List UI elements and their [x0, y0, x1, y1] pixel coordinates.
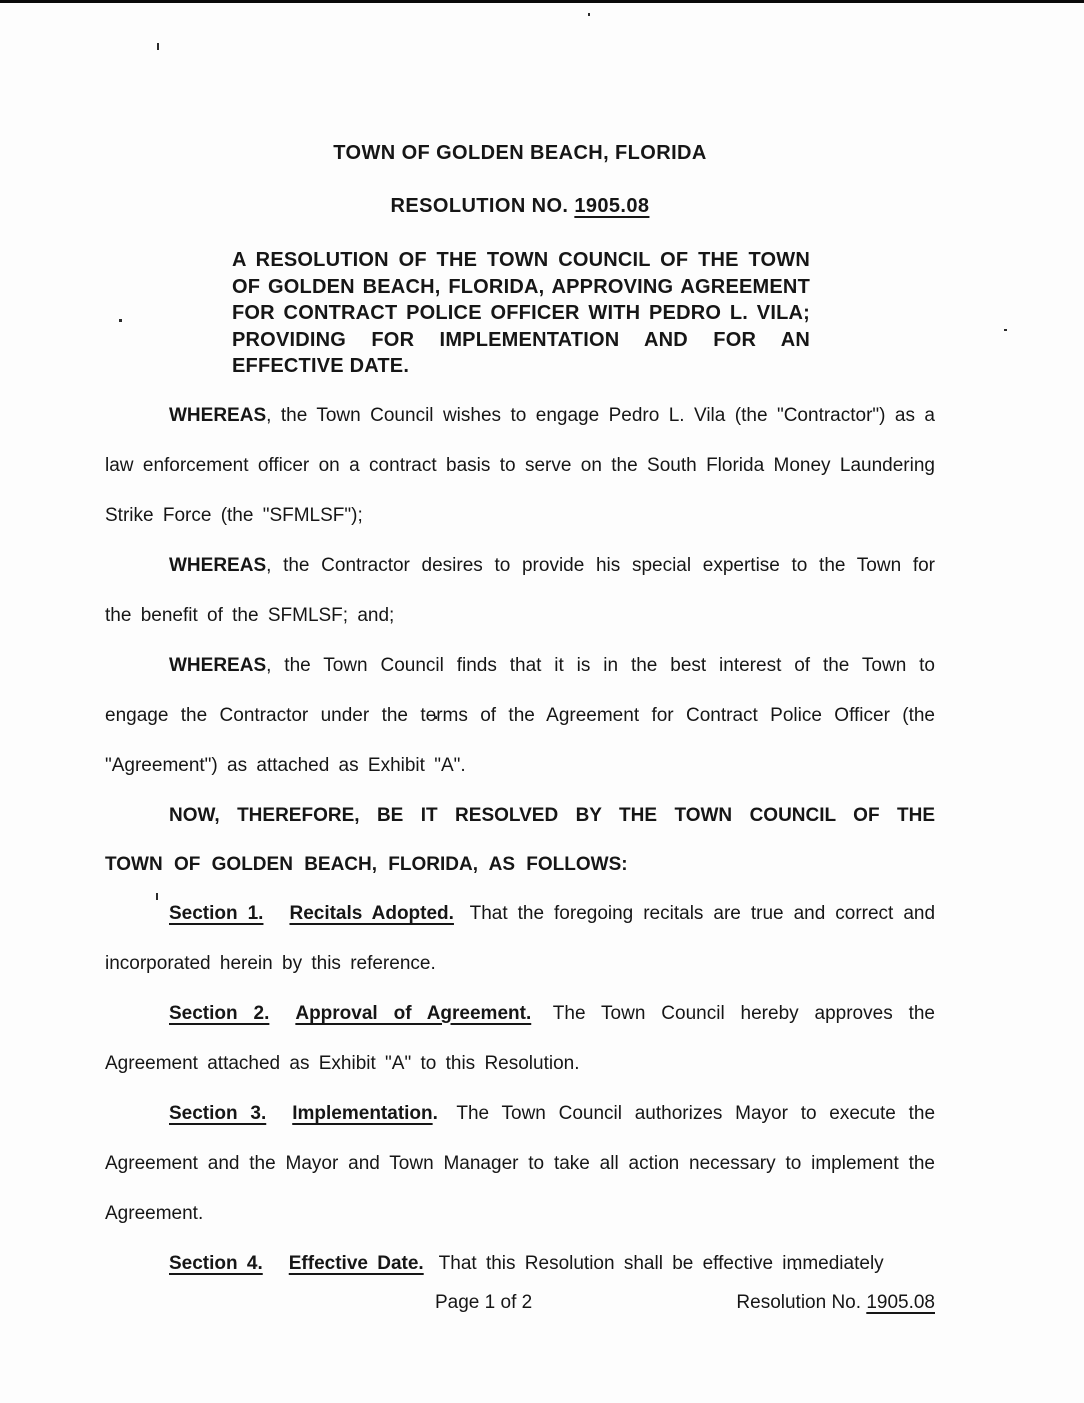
footer-resolution-reference — [736, 1288, 935, 1318]
resolution-summary: A RESOLUTION OF THE TOWN COUNCIL OF THE TOWN OF GOLDEN BEACH, FLORIDA, APPROVING AGREEMENT FOR CONTRACT POLICE OFFICER WITH PEDRO L. VILA; PROVIDING FOR IMPLEMENTATION AND FOR AN EFFECTIVE DATE. — [232, 249, 810, 377]
scan-artifact — [588, 13, 590, 16]
document-title: TOWN OF GOLDEN BEACH, FLORIDA — [333, 142, 707, 164]
section-text: The Town Council hereby approves the Agreement attached as Exhibit "A" to this Resolution. — [105, 1002, 935, 1074]
footer-resolution-label: Resolution No. — [736, 1292, 867, 1313]
scan-artifact — [157, 43, 159, 50]
section-text: That the foregoing recitals are true and correct and incorporated herein by this reference. — [105, 902, 936, 974]
footer-resolution-number: 1905.08 — [866, 1292, 935, 1313]
section-4-paragraph — [105, 1239, 935, 1289]
section-text: That this Resolution shall be effective immediately — [438, 1252, 884, 1274]
section-number: Section 2. — [169, 1002, 270, 1024]
whereas-lead: WHEREAS — [169, 554, 267, 576]
whereas-text: , the Town Council wishes to engage Pedro L. Vila (the "Contractor") as a law enforcement officer on a contract basis to serve on the South Florida Money Laundering Strike Force (the "SFMLSF"); — [105, 404, 935, 526]
whereas-paragraph-3 — [105, 641, 935, 791]
resolved-clause: NOW, THEREFORE, BE IT RESOLVED BY THE TOWN COUNCIL OF THE TOWN OF GOLDEN BEACH, FLORIDA, AS FOLLOWS: — [105, 804, 935, 875]
resolution-number: 1905.08 — [574, 195, 650, 217]
section-number: Section 4. — [169, 1252, 263, 1274]
whereas-paragraph-2 — [105, 541, 935, 641]
resolution-label: RESOLUTION NO. — [390, 195, 575, 217]
whereas-paragraph-1 — [105, 391, 935, 541]
section-3-paragraph: Section 3. Implementation. The Town Council authorizes Mayor to execute the Agreement and the Mayor and Town Manager to take all action necessary to implement the Agreement. — [105, 1102, 936, 1224]
resolution-number-line — [105, 195, 935, 217]
resolution-body — [105, 391, 935, 1289]
page-number: Page 1 of 2 — [435, 1292, 533, 1313]
whereas-lead: WHEREAS — [169, 654, 267, 676]
section-number: Section 3. — [169, 1102, 267, 1124]
section-2-paragraph — [105, 989, 935, 1089]
section-heading: Approval of Agreement. — [295, 1002, 532, 1024]
section-heading: Effective Date. — [288, 1252, 424, 1274]
section-number: Section 1. — [169, 902, 264, 924]
whereas-lead: WHEREAS — [169, 404, 267, 426]
whereas-text: , the Town Council finds that it is in the best interest of the Town to engage the Contractor under the terms of the Agreement for Contract Police Officer (the "Agreement") as attached as Exhibit "A". — [105, 654, 935, 776]
whereas-text: , the Contractor desires to provide his special expertise to the Town for the benefit of the SFMLSF; and; — [105, 554, 935, 626]
section-text: The Town Council authorizes Mayor to execute the Agreement and the Mayor and Town Manager to take all action necessary to implement the Agreement. — [105, 1102, 936, 1224]
page-footer — [105, 1288, 935, 1318]
section-heading: Implementation — [292, 1102, 433, 1124]
section-heading: Recitals Adopted. — [289, 902, 454, 924]
section-1-paragraph — [105, 889, 935, 989]
scan-artifact — [1004, 329, 1007, 331]
scan-edge-line — [0, 0, 1084, 3]
document-content — [105, 142, 935, 1289]
